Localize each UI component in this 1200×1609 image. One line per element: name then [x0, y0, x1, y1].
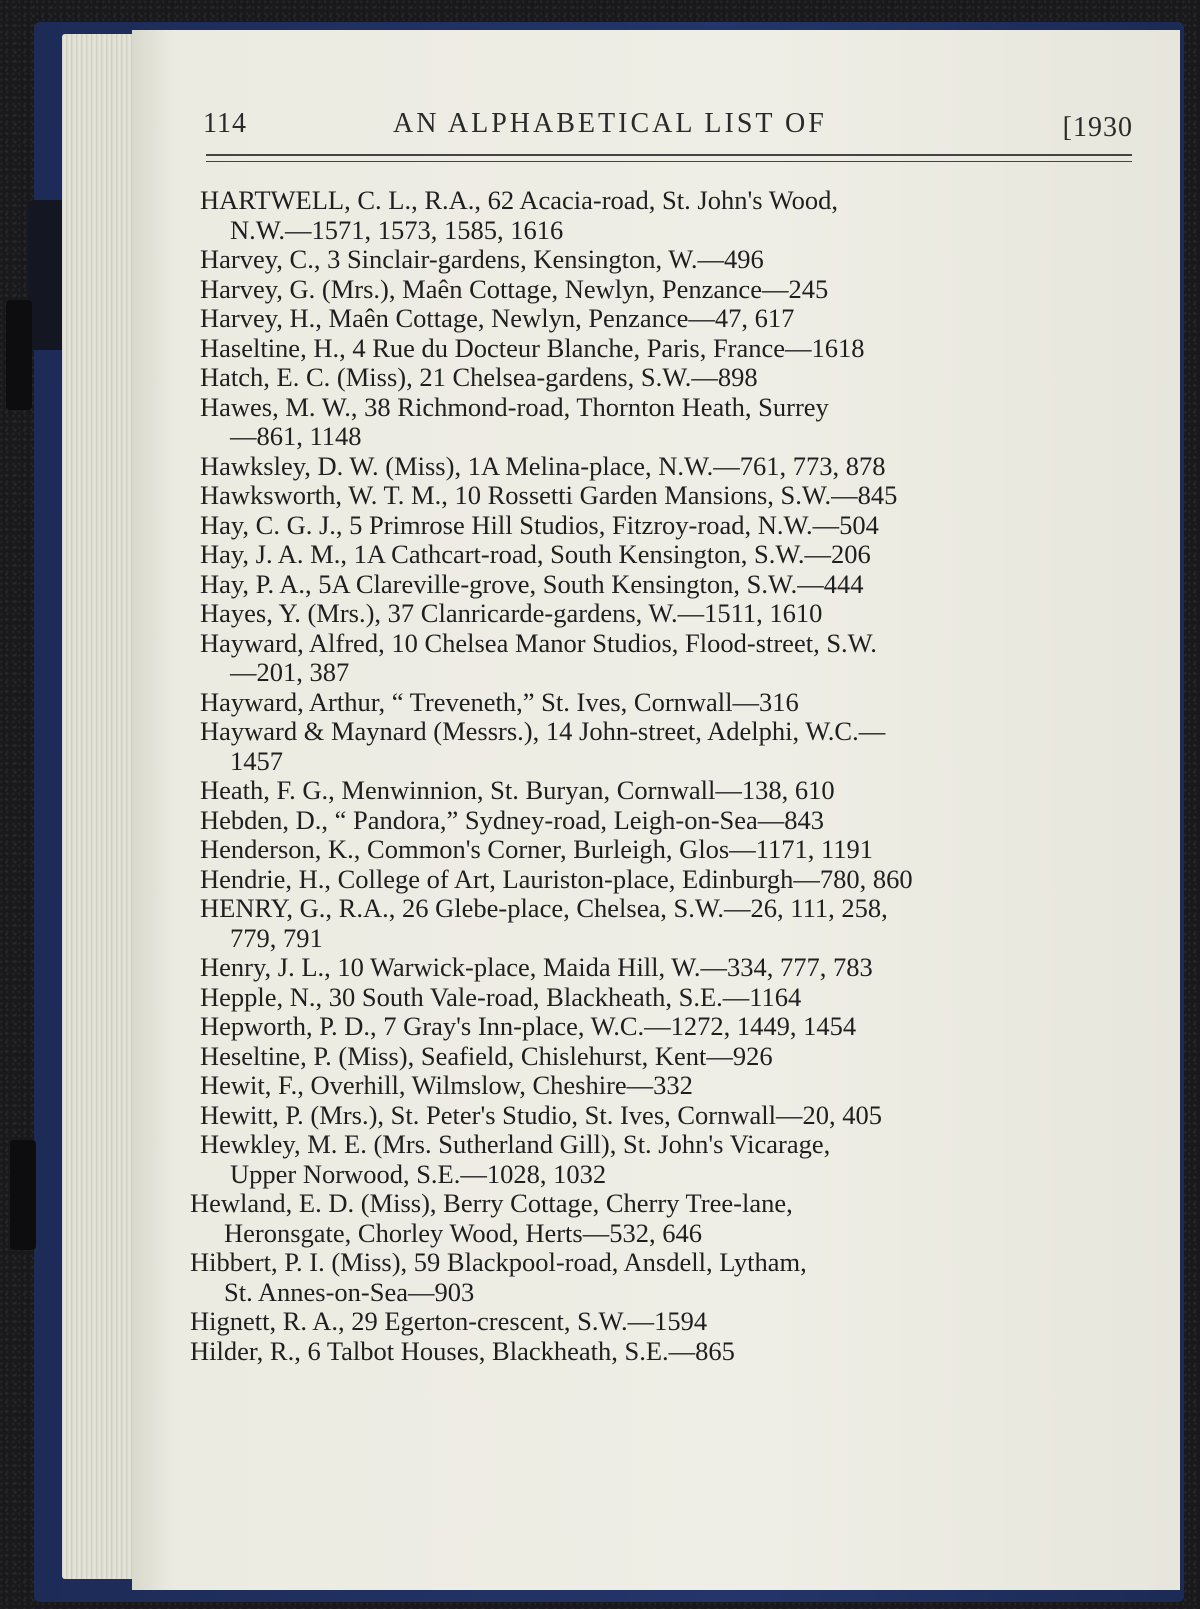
list-entry: [200, 983, 1135, 1013]
entry-line: Hepple, N., 30 South Vale-road, Blackheath, S.E.—1164: [200, 981, 802, 1012]
entry-line: HENRY, G., R.A., 26 Glebe-place, Chelsea, S.W.—26, 111, 258,: [200, 893, 888, 923]
list-entry: [200, 540, 1135, 570]
entry-line: Haseltine, H., 4 Rue du Docteur Blanche, Paris, France—1618: [200, 332, 865, 363]
list-entry: [200, 953, 1135, 983]
entry-line: Hawes, M. W., 38 Richmond-road, Thornton Heath, Surrey: [200, 391, 829, 422]
list-entry: [200, 511, 1135, 541]
header-rule: [206, 154, 1132, 156]
page-number: 114: [203, 108, 247, 139]
entry-line: Hilder, R., 6 Talbot Houses, Blackheath, S.E.—865: [190, 1335, 735, 1366]
list-entry: [190, 1188, 1135, 1248]
list-entry: [200, 245, 1135, 275]
list-entry: [200, 865, 1135, 895]
entry-line: Hewit, F., Overhill, Wilmslow, Cheshire—332: [200, 1070, 693, 1100]
list-entry: [200, 776, 1135, 806]
list-entry: [200, 334, 1135, 364]
entry-continuation-line: 779, 791: [230, 922, 323, 953]
entry-line: Hay, P. A., 5A Clareville-grove, South Kensington, S.W.—444: [200, 568, 864, 599]
entry-list: [190, 185, 1135, 1366]
entry-line: Heath, F. G., Menwinnion, St. Buryan, Cornwall—138, 610: [200, 775, 835, 805]
list-entry: [200, 835, 1135, 865]
entry-continuation-line: —201, 387: [230, 657, 350, 687]
entry-line: Hayward, Alfred, 10 Chelsea Manor Studios, Flood-street, S.W.: [200, 627, 877, 658]
entry-continuation-line: 1457: [230, 745, 283, 776]
entry-line: Hayward & Maynard (Messrs.), 14 John-street, Adelphi, W.C.—: [200, 716, 886, 746]
entry-line: Heseltine, P. (Miss), Seafield, Chislehurst, Kent—926: [200, 1040, 773, 1071]
entry-line: Harvey, H., Maên Cottage, Newlyn, Penzance—47, 617: [200, 303, 795, 333]
entry-line: Hayward, Arthur, “ Treveneth,” St. Ives, Cornwall—316: [200, 686, 799, 717]
header-rule-thin: [206, 161, 1132, 162]
list-entry: [200, 894, 1135, 953]
list-entry: [200, 481, 1135, 511]
entry-line: Harvey, G. (Mrs.), Maên Cottage, Newlyn, Penzance—245: [200, 273, 829, 304]
entry-continuation-line: Upper Norwood, S.E.—1028, 1032: [230, 1158, 607, 1189]
list-entry: [200, 363, 1135, 393]
running-title: AN ALPHABETICAL LIST OF: [393, 108, 827, 139]
entry-line: Hay, J. A. M., 1A Cathcart-road, South Kensington, S.W.—206: [200, 539, 871, 569]
entry-line: Hawksley, D. W. (Miss), 1A Melina-place, N.W.—761, 773, 878: [200, 450, 886, 481]
list-entry: [200, 599, 1135, 629]
entry-continuation-line: N.W.—1571, 1573, 1585, 1616: [230, 214, 564, 245]
entry-line: Hayes, Y. (Mrs.), 37 Clanricarde-gardens, W.—1511, 1610: [200, 598, 823, 628]
list-entry: [190, 1247, 1135, 1307]
entry-line: Hewkley, M. E. (Mrs. Sutherland Gill), St. John's Vicarage,: [200, 1129, 831, 1159]
entry-line: Hepworth, P. D., 7 Gray's Inn-place, W.C.—1272, 1449, 1454: [200, 1011, 857, 1041]
list-entry: [200, 1071, 1135, 1101]
entry-line: HARTWELL, C. L., R.A., 62 Acacia-road, St. John's Wood,: [200, 185, 838, 215]
entry-line: Harvey, C., 3 Sinclair-gardens, Kensington, W.—496: [200, 244, 764, 274]
list-entry: [200, 1042, 1135, 1072]
list-entry: [200, 452, 1135, 482]
entry-line: Hawksworth, W. T. M., 10 Rossetti Garden Mansions, S.W.—845: [200, 480, 898, 510]
list-entry: [200, 570, 1135, 600]
list-entry: [200, 629, 1135, 688]
list-entry: [190, 1335, 1135, 1367]
list-entry: [200, 186, 1135, 245]
binding-stitch-top: [6, 300, 32, 410]
entry-line: Hebden, D., “ Pandora,” Sydney-road, Leigh-on-Sea—843: [200, 804, 825, 835]
page-edges: [62, 34, 142, 1579]
list-entry: [190, 1306, 1135, 1337]
entry-continuation-line: —861, 1148: [230, 421, 362, 451]
list-entry: [200, 688, 1135, 718]
page-header: [203, 104, 1133, 148]
entry-line: Hewland, E. D. (Miss), Berry Cottage, Cherry Tree-lane,: [190, 1188, 793, 1218]
binding-stitch-bottom: [10, 1140, 36, 1250]
entry-continuation-line: St. Annes-on-Sea—903: [224, 1276, 475, 1307]
entry-line: Hignett, R. A., 29 Egerton-crescent, S.W.—1594: [190, 1306, 708, 1336]
list-entry: [200, 393, 1135, 452]
entry-continuation-line: Heronsgate, Chorley Wood, Herts—532, 646: [224, 1217, 702, 1248]
entry-line: Hendrie, H., College of Art, Lauriston-place, Edinburgh—780, 860: [200, 863, 913, 894]
list-entry: [200, 275, 1135, 305]
list-entry: [200, 806, 1135, 836]
entry-line: Hibbert, P. I. (Miss), 59 Blackpool-road, Ansdell, Lytham,: [190, 1247, 807, 1277]
list-entry: [200, 1101, 1135, 1131]
list-entry: [200, 1012, 1135, 1042]
entry-line: Hewitt, P. (Mrs.), St. Peter's Studio, St. Ives, Cornwall—20, 405: [200, 1099, 882, 1130]
entry-line: Hay, C. G. J., 5 Primrose Hill Studios, Fitzroy-road, N.W.—504: [200, 509, 879, 540]
list-entry: [200, 304, 1135, 334]
entry-line: Hatch, E. C. (Miss), 21 Chelsea-gardens, S.W.—898: [200, 362, 758, 392]
entry-line: Henry, J. L., 10 Warwick-place, Maida Hill, W.—334, 777, 783: [200, 952, 873, 982]
list-entry: [200, 717, 1135, 776]
list-entry: [200, 1130, 1135, 1189]
year-mark: [1930: [1062, 112, 1133, 143]
entry-line: Henderson, K., Common's Corner, Burleigh, Glos—1171, 1191: [200, 834, 874, 864]
